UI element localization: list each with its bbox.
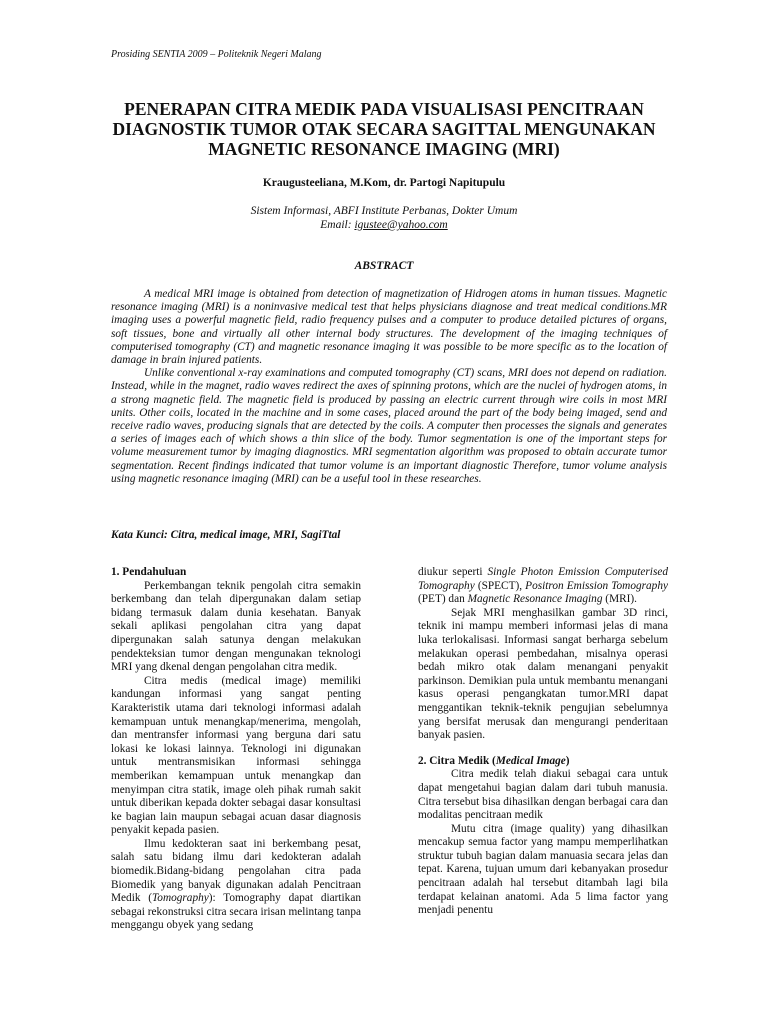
body-paragraph — [418, 566, 668, 607]
emphasis: Single Photon Emission Computerised Tomography — [418, 566, 668, 592]
paper-title: PENERAPAN CITRA MEDIK PADA VISUALISASI PENCITRAAN DIAGNOSTIK TUMOR OTAK SECARA SAGITTAL MENGUNAKAN MAGNETIC RESONANCE IMAGING (MRI) — [112, 99, 656, 159]
text-run: ) — [565, 754, 570, 767]
email-line — [100, 218, 668, 232]
section-heading — [418, 755, 668, 769]
email-label: Email: — [320, 219, 355, 231]
affiliation-block — [100, 204, 668, 232]
body-paragraph: Sejak MRI menghasilkan gambar 3D rinci, teknik ini mampu memberi informasi jelas di mana luka terlokalisasi. Informasi sangat berharga sebelum melakukan operasi pembedahan, misalnya operasi bedah mikro otak dalam menangani penyakit parkinson. Demikian pula untuk membantu menangani kasus operasi pengangkatan tumor.MRI dapat menggantikan teknik-teknik pengujian sebelumnya yang bersifat merusak dan mengurangi penderitaan banyak pasien. — [418, 606, 668, 742]
section-heading: 1. Pendahuluan — [111, 566, 187, 578]
abstract-paragraph: Unlike conventional x-ray examinations and computed tomography (CT) scans, MRI does not depend on radiation. Instead, while in the magnet, radio waves redirect the axes of spinning protons, which are the nuclei of hydrogen atoms, in a strong magnetic field. The magnetic field is produced by passing an electric current through wire coils in most MRI units. Other coils, located in the machine and in some cases, placed around the part of the body being imaged, send and receive radio waves, producing signals that are detected by the coils. A computer then processes the signals and generates a series of images each of which shows a thin slice of the body. Tumor segmentation is one of the important steps for volume measurement tumor by imaging diagnostics. MRI segmentation algorithm was proposed to obtain accurate tumor segmentation. Recent findings indicated that tumor volume is an important diagnostic Therefore, tumor volume analysis using magnetic resonance imaging (MRI) can be a useful tool in these researches. — [111, 367, 667, 485]
author-list: Kraugusteeliana, M.Kom, dr. Partogi Napitupulu — [262, 177, 506, 189]
right-column — [418, 566, 668, 918]
text-run: (MRI). — [602, 593, 637, 606]
emphasis: Tomography — [152, 892, 209, 905]
emphasis: Magnetic Resonance Imaging — [467, 593, 603, 606]
text-run: Ilmu kedokteran saat ini berkembang pesat, salah satu bidang ilmu dari kedokteran adalah biomedik.Bidang-bidang pengolahan citra pada Biomedik yang banyak digunakan adalah Pencitraan Medik ( — [111, 837, 361, 905]
text-run: (SPECT), — [474, 579, 526, 592]
body-paragraph: Perkembangan teknik pengolah citra semakin berkembang dan telah dipergunakan dalam setiap bidang termasuk dalam dunia kesehatan. Banyak sekali aplikasi pengolahan citra yang dapat dipergunakan salah satunya dengan melakukan pendekteksian tumor dengan mengunakan teknologi MRI yang dkenal dengan pengolahan citra medik. — [111, 579, 361, 674]
abstract-body — [111, 288, 667, 486]
abstract-heading: ABSTRACT — [354, 260, 414, 272]
emphasis: Positron Emission Tomography — [525, 579, 668, 592]
body-paragraph: Citra medis (medical image) memiliki kandungan informasi yang sangat penting Karakteristik utama dari teknologi informasi adalah kemampuan untuk menangkap/menerima, mengolah, dan mentransfer informasi yang berguna dari satu lokasi ke lokasi lainnya. Teknologi ini digunakan untuk mentransmisikan informasi sehingga memberikan kemampuan untuk menangkap dan menyimpan citra statik, image oleh pihak rumah sakit untuk diberikan kepada dokter sebagai dasar konsultasi ke bagian lain maupun sebagai acuan dasar diagnosis penyakit kepada pasien. — [111, 674, 361, 837]
body-paragraph: Citra medik telah diakui sebagai cara untuk dapat mengetahui bagian dalam dari tubuh manusia. Citra tersebut bisa dihasilkan dengan berbagai cara dan modalitas pencitraan medik — [418, 768, 668, 822]
body-paragraph: Mutu citra (image quality) yang dihasilkan mencakup semua factor yang mampu memperlihatkan struktur tubuh bagian dalam manuasia secara jelas dan tepat. Karena, tujuan umum dari kebanyakan prosedur pencitraan adalah hal tersebut ditambah lagi bila terdapat kelainan anatomi. Ada 5 lima factor yang menjadi penentu — [418, 822, 668, 917]
text-run: ): Tomography dapat diartikan sebagai rekonstruksi citra secara irisan melintang tanpa menggangu obyek yang sedang — [111, 892, 361, 932]
affiliation: Sistem Informasi, ABFI Institute Perbanas, Dokter Umum — [250, 205, 518, 217]
body-paragraph — [111, 838, 361, 933]
text-run: diukur seperti — [418, 566, 488, 578]
running-header: Prosiding SENTIA 2009 – Politeknik Negeri Malang — [111, 49, 322, 60]
left-column — [111, 566, 361, 933]
abstract-paragraph: A medical MRI image is obtained from detection of magnetization of Hidrogen atoms in human tissues. Magnetic resonance imaging (MRI) is a noninvasive medical test that helps physicians diagnose and treat medical conditions.MR imaging uses a powerful magnetic field, radio frequency pulses and a computer to produce detailed pictures of organs, soft tissues, bone and virtually all other internal body structures. The development of the imaging techniques of computerised tomography (CT) and magnetic resonance imaging it was possible to be more specific as to the location of damage in brain injured patients. — [111, 288, 667, 367]
email-link[interactable]: igustee@yahoo.com — [354, 219, 448, 231]
text-run: (PET) dan — [418, 593, 468, 606]
keywords: Kata Kunci: Citra, medical image, MRI, SagiTtal — [111, 529, 341, 541]
emphasis: Medical Image — [495, 754, 566, 767]
text-run: 2. Citra Medik ( — [418, 754, 496, 767]
